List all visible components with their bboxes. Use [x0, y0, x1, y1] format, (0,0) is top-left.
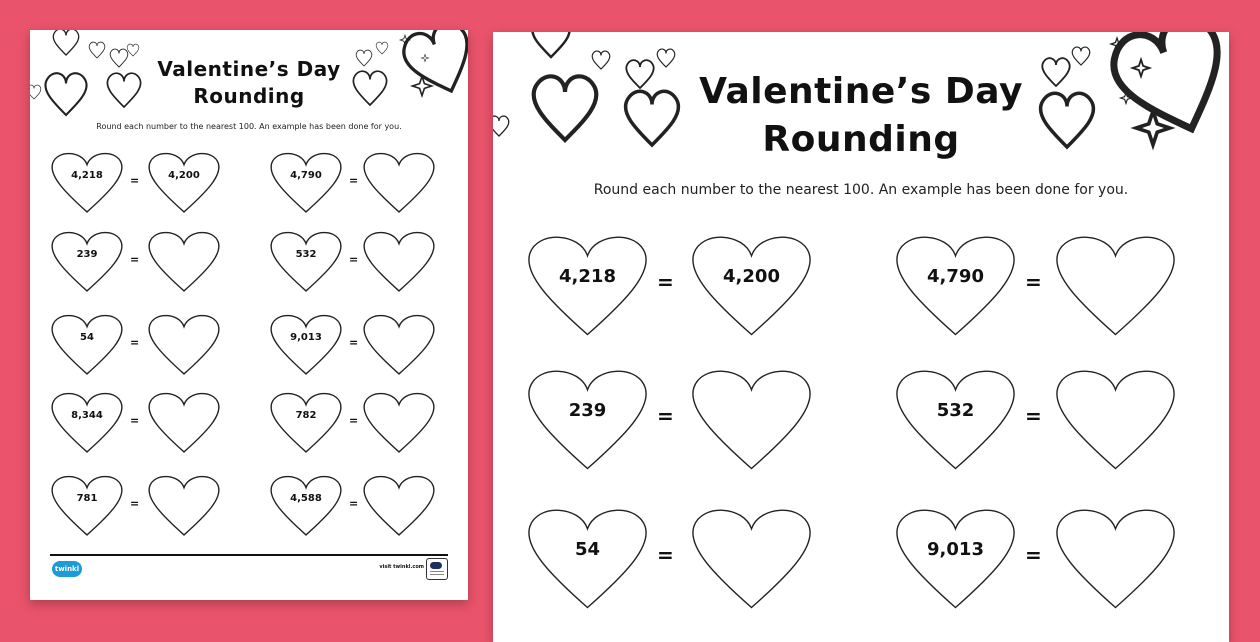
answer-heart [1050, 362, 1181, 472]
equals-sign: = [130, 253, 140, 266]
question-heart [890, 362, 1021, 472]
question-heart-text: 781 [76, 493, 98, 504]
answer-heart [1050, 501, 1181, 611]
question-heart-text: 532 [936, 400, 975, 421]
answer-heart [686, 228, 817, 338]
question-heart-text: 239 [76, 249, 98, 260]
question-heart [890, 501, 1021, 611]
question-heart-text: 8,344 [71, 410, 103, 421]
equals-sign: = [349, 174, 359, 187]
visit-link[interactable]: visit twinkl.com [379, 564, 424, 570]
quality-badge-icon [426, 558, 448, 580]
title-line-1: Valentine’s Day [699, 71, 1023, 112]
question-heart [48, 227, 126, 293]
question-heart [522, 362, 653, 472]
answer-heart [145, 388, 223, 454]
answer-heart [145, 227, 223, 293]
question-heart [267, 148, 345, 214]
question-heart [267, 310, 345, 376]
answer-heart [360, 227, 438, 293]
question-heart-text: 239 [568, 400, 607, 421]
instruction-text: Round each number to the nearest 100. An example has been done for you. [593, 182, 1129, 198]
question-heart [267, 388, 345, 454]
question-heart [522, 501, 653, 611]
title-line-2: Rounding [193, 84, 305, 108]
equals-sign: = [349, 253, 359, 266]
equals-sign: = [130, 174, 140, 187]
answer-heart [145, 310, 223, 376]
equals-sign: = [349, 414, 359, 427]
answer-heart [360, 471, 438, 537]
question-heart [48, 310, 126, 376]
answer-heart [145, 471, 223, 537]
answer-heart-text: 4,200 [168, 170, 200, 181]
question-heart [48, 471, 126, 537]
question-heart [267, 227, 345, 293]
equals-sign: = [1025, 404, 1042, 428]
twinkl-logo-icon: twinkl [52, 561, 82, 577]
answer-heart [686, 362, 817, 472]
instruction-text: Round each number to the nearest 100. An example has been done for you. [96, 122, 402, 131]
question-heart-text: 9,013 [290, 332, 322, 343]
question-heart [522, 228, 653, 338]
equals-sign: = [657, 404, 674, 428]
question-heart [267, 471, 345, 537]
title-line-1: Valentine’s Day [157, 57, 341, 81]
question-heart [48, 148, 126, 214]
worksheet-preview-small [30, 30, 468, 600]
equals-sign: = [1025, 543, 1042, 567]
equals-sign: = [130, 336, 140, 349]
equals-sign: = [349, 497, 359, 510]
equals-sign: = [130, 497, 140, 510]
equals-sign: = [657, 270, 674, 294]
question-heart [48, 388, 126, 454]
equals-sign: = [130, 414, 140, 427]
worksheet-preview-large [493, 32, 1229, 642]
question-heart-text: 9,013 [927, 539, 984, 560]
answer-heart [360, 148, 438, 214]
question-heart-text: 4,790 [927, 266, 984, 287]
question-heart-text: 4,790 [290, 170, 322, 181]
answer-heart [1050, 228, 1181, 338]
question-heart-text: 4,218 [559, 266, 616, 287]
question-heart-text: 54 [574, 539, 601, 560]
question-heart-text: 782 [295, 410, 317, 421]
question-heart-text: 532 [295, 249, 317, 260]
equals-sign: = [1025, 270, 1042, 294]
equals-sign: = [349, 336, 359, 349]
question-heart-text: 4,588 [290, 493, 322, 504]
answer-heart [686, 501, 817, 611]
title-line-2: Rounding [762, 119, 960, 160]
footer-divider [50, 554, 448, 556]
equals-sign: = [657, 543, 674, 567]
question-heart-text: 54 [80, 332, 94, 343]
answer-heart [360, 310, 438, 376]
answer-heart [145, 148, 223, 214]
question-heart [890, 228, 1021, 338]
question-heart-text: 4,218 [71, 170, 103, 181]
page-title [30, 56, 468, 110]
answer-heart [360, 388, 438, 454]
page-title [493, 68, 1229, 164]
answer-heart-text: 4,200 [723, 266, 780, 287]
